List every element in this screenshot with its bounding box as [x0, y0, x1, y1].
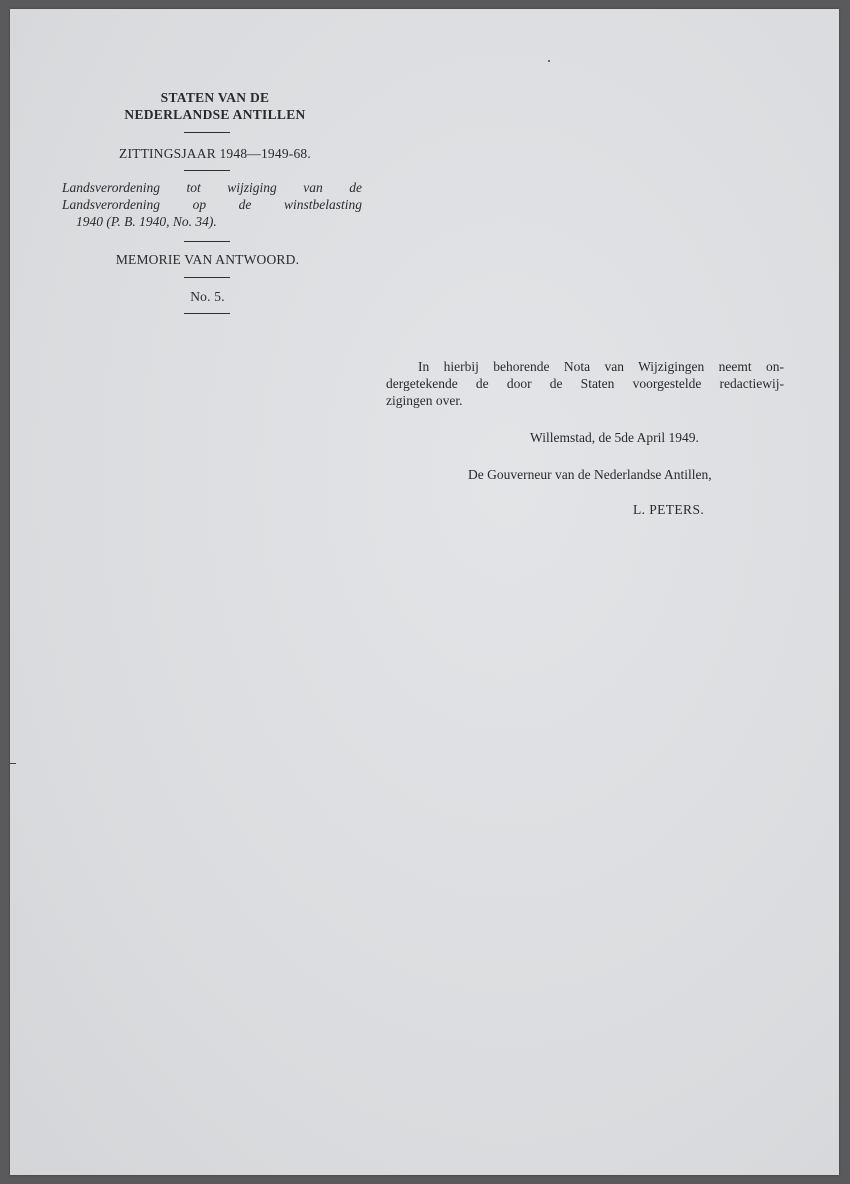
parliament-name-line2: NEDERLANDSE ANTILLEN — [124, 107, 306, 122]
body-paragraph-line1: In hierbij behorende Nota van Wijzigingen neemt on- — [418, 359, 784, 374]
document-type: MEMORIE VAN ANTWOORD. — [115, 252, 300, 267]
place-date: Willemstad, de 5de April 1949. — [530, 430, 699, 445]
session-year: ZITTINGSJAAR 1948—1949-68. — [119, 146, 311, 161]
body-paragraph-line3: zigingen over. — [386, 393, 463, 408]
divider-4 — [184, 277, 230, 278]
margin-mark — [10, 763, 16, 764]
show-through-text — [390, 404, 790, 764]
divider-2 — [184, 170, 230, 171]
subject-line2: Landsverordening op de winstbelasting — [62, 197, 362, 212]
signatory-title: De Gouverneur van de Nederlandse Antillen, — [468, 467, 712, 482]
margin-dot — [548, 60, 550, 62]
document-number: No. 5. — [190, 289, 225, 304]
divider-5 — [184, 313, 230, 314]
parliament-name-line1: STATEN VAN DE — [160, 90, 270, 105]
divider-1 — [184, 132, 230, 133]
subject-line3: 1940 (P. B. 1940, No. 34). — [76, 214, 217, 229]
document-page — [10, 9, 839, 1175]
subject-line1: Landsverordening tot wijziging van de — [62, 180, 362, 195]
signatory-name: L. PETERS. — [633, 502, 705, 517]
divider-3 — [184, 241, 230, 242]
body-paragraph-line2: dergetekende de door de Staten voorgestelde redactiewij- — [386, 376, 784, 391]
